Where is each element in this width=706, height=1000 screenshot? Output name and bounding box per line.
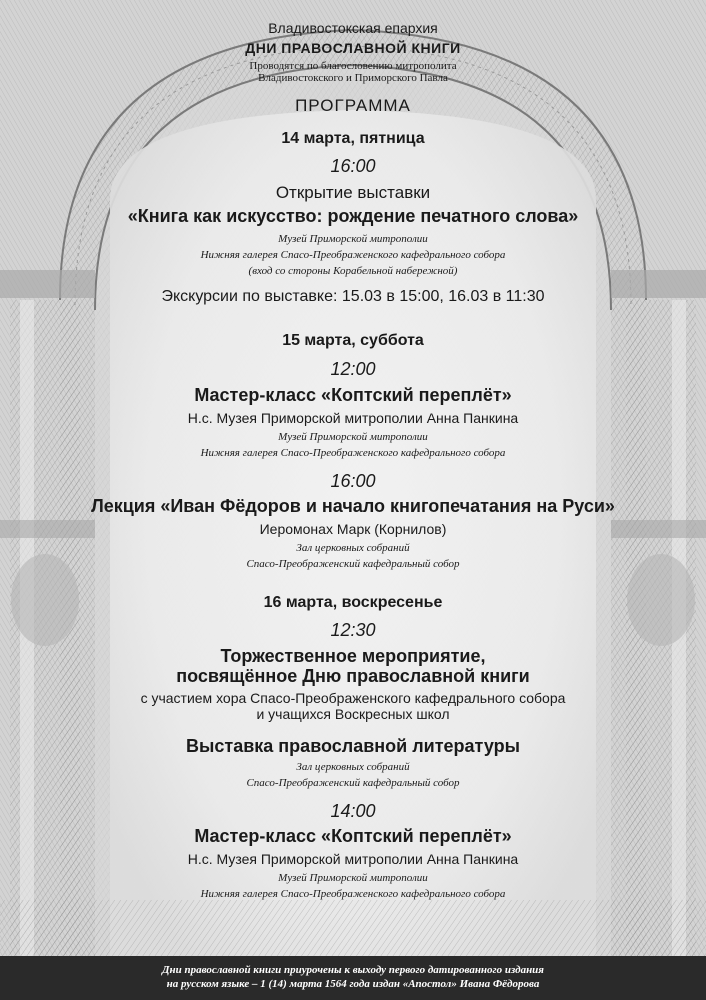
day1-time: 16:00 bbox=[330, 156, 376, 176]
diocese-name: Владивостокская епархия bbox=[268, 20, 438, 36]
day3-e1-title-1: Торжественное мероприятие, bbox=[220, 646, 486, 666]
day3-e1-note-1: с участием хора Спасо-Преображенского кафедрального собора bbox=[140, 690, 566, 706]
day3-e1-title-2: посвящённое Дню православной книги bbox=[176, 666, 530, 686]
event-title: ДНИ ПРАВОСЛАВНОЙ КНИГИ bbox=[245, 40, 461, 56]
day3-e2-venue-2: Спасо-Преображенский кафедральный собор bbox=[246, 777, 460, 789]
day3-e3-venue-1: Музей Приморской митрополии bbox=[278, 872, 428, 884]
day2-e2-title: Лекция «Иван Фёдоров и начало книгопечатания на Руси» bbox=[91, 496, 615, 516]
day2-e1-venue-1: Музей Приморской митрополии bbox=[278, 431, 428, 443]
day3-e3-time: 14:00 bbox=[330, 801, 376, 821]
day3-date: 16 марта, воскресенье bbox=[263, 594, 443, 611]
day3-e1-time: 12:30 bbox=[330, 620, 376, 640]
day3-e2-title: Выставка православной литературы bbox=[186, 736, 520, 756]
day2-e2-venue-2: Спасо-Преображенский кафедральный собор bbox=[246, 558, 460, 570]
day2-e2-venue-1: Зал церковных собраний bbox=[296, 542, 410, 554]
day1-date: 14 марта, пятница bbox=[281, 130, 425, 147]
footer-line-2: на русском языке – 1 (14) марта 1564 года издан «Апостол» Ивана Фёдорова bbox=[166, 978, 540, 990]
day3-e2-venue-1: Зал церковных собраний bbox=[296, 761, 410, 773]
day2-e1-venue-2: Нижняя галерея Спасо-Преображенского кафедрального собора bbox=[200, 447, 506, 459]
program-heading: ПРОГРАММА bbox=[295, 96, 411, 115]
day1-venue-1: Музей Приморской митрополии bbox=[278, 233, 428, 245]
footer-banner bbox=[0, 956, 706, 1000]
blessing-line-2: Владивостокского и Приморского Павла bbox=[258, 72, 448, 84]
day1-venue-2: Нижняя галерея Спасо-Преображенского кафедрального собора bbox=[200, 249, 506, 261]
day2-e2-time: 16:00 bbox=[330, 471, 376, 491]
day1-title-2: «Книга как искусство: рождение печатного слова» bbox=[127, 206, 579, 226]
day2-e1-person: Н.с. Музея Приморской митрополии Анна Панкина bbox=[187, 410, 519, 426]
day3-e3-person: Н.с. Музея Приморской митрополии Анна Панкина bbox=[187, 851, 519, 867]
day3-e1-note-2: и учащихся Воскресных школ bbox=[256, 706, 450, 722]
day2-e1-title: Мастер-класс «Коптский переплёт» bbox=[194, 385, 512, 405]
day3-e3-venue-2: Нижняя галерея Спасо-Преображенского кафедрального собора bbox=[200, 888, 506, 900]
footer-line-1: Дни православной книги приурочены к выходу первого датированного издания bbox=[162, 964, 544, 976]
day2-e2-person: Иеромонах Марк (Корнилов) bbox=[259, 521, 447, 537]
day1-venue-3: (вход со стороны Корабельной набережной) bbox=[248, 265, 458, 277]
day1-excursions: Экскурсии по выставке: 15.03 в 15:00, 16.03 в 11:30 bbox=[161, 288, 545, 305]
day1-title-1: Открытие выставки bbox=[275, 183, 431, 202]
day2-date: 15 марта, суббота bbox=[282, 332, 424, 349]
blessing-line-1: Проводятся по благословению митрополита bbox=[249, 60, 457, 72]
day3-e3-title: Мастер-класс «Коптский переплёт» bbox=[194, 826, 512, 846]
day2-e1-time: 12:00 bbox=[330, 359, 376, 379]
